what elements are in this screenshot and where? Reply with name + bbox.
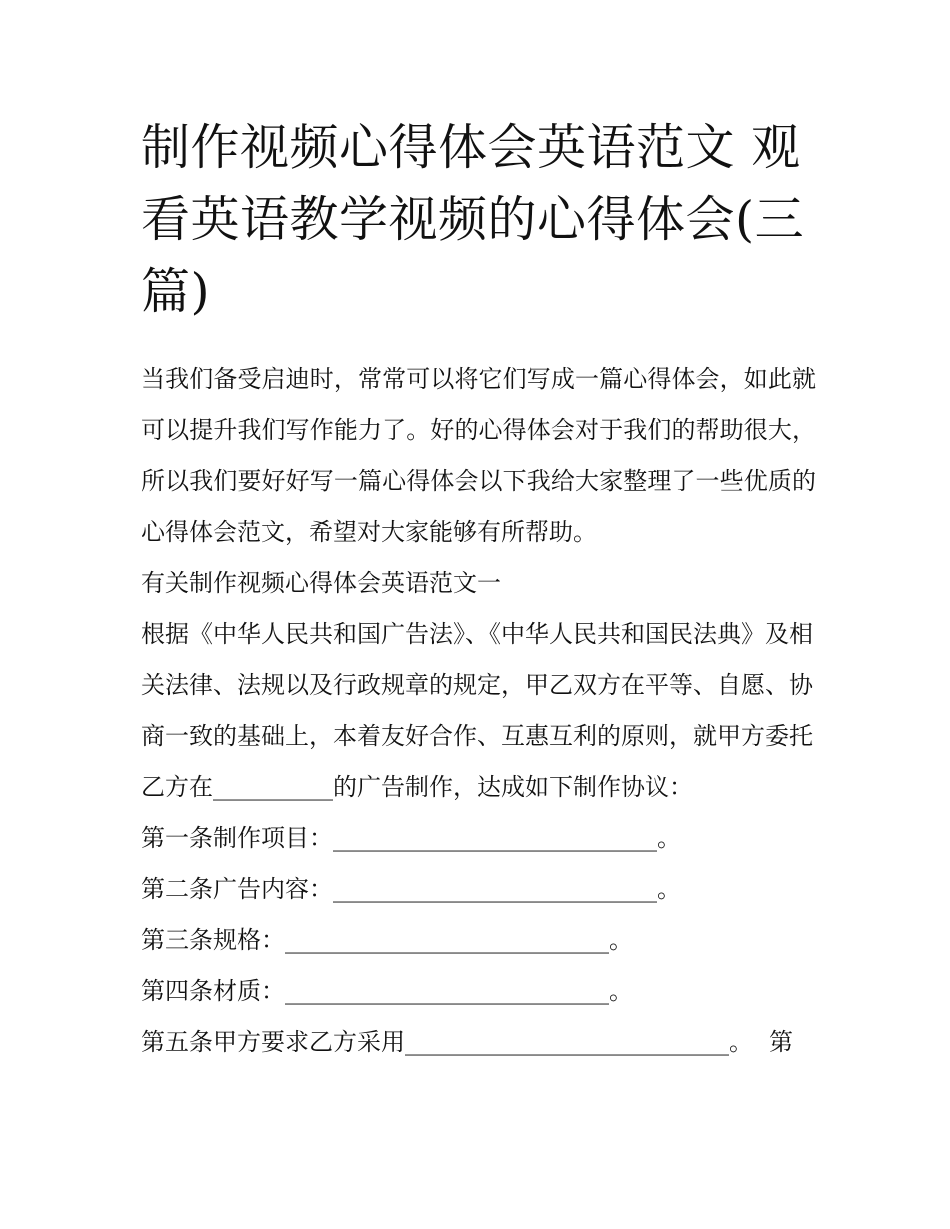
- clause-3: 第三条规格：___________________________。: [141, 926, 633, 954]
- clause-continuation: 第: [769, 1028, 793, 1056]
- contract-intro-blank: __________: [213, 773, 333, 801]
- contract-intro-paragraph: [141, 609, 816, 813]
- clause-4: 第四条材质：___________________________。: [141, 977, 633, 1005]
- contract-intro-text-1: 根据《中华人民共和国广告法》、《中华人民共和国民法典》及相关法律、法规以及行政规章的规定，甲乙双方在平等、自愿、协商一致的基础上，本着友好合作、互惠互利的原则，就甲方委托乙方在: [141, 620, 813, 801]
- clause-1: 第一条制作项目：___________________________。: [141, 824, 681, 852]
- clause-2: 第二条广告内容：___________________________。: [141, 875, 681, 903]
- document-page: [141, 112, 816, 1068]
- section-heading: 有关制作视频心得体会英语范文一: [141, 569, 501, 597]
- contract-intro-text-2: 的广告制作，达成如下制作协议：: [333, 773, 693, 801]
- intro-paragraph: 当我们备受启迪时，常常可以将它们写成一篇心得体会，如此就可以提升我们写作能力了。好的心得体会对于我们的帮助很大，所以我们要好好写一篇心得体会以下我给大家整理了一些优质的心得体会范文，希望对大家能够有所帮助。: [141, 365, 816, 546]
- document-title: 制作视频心得体会英语范文 观看英语教学视频的心得体会(三篇): [141, 119, 805, 320]
- clause-5-line: [141, 1017, 816, 1068]
- clause-5: 第五条甲方要求乙方采用___________________________。: [141, 1028, 753, 1056]
